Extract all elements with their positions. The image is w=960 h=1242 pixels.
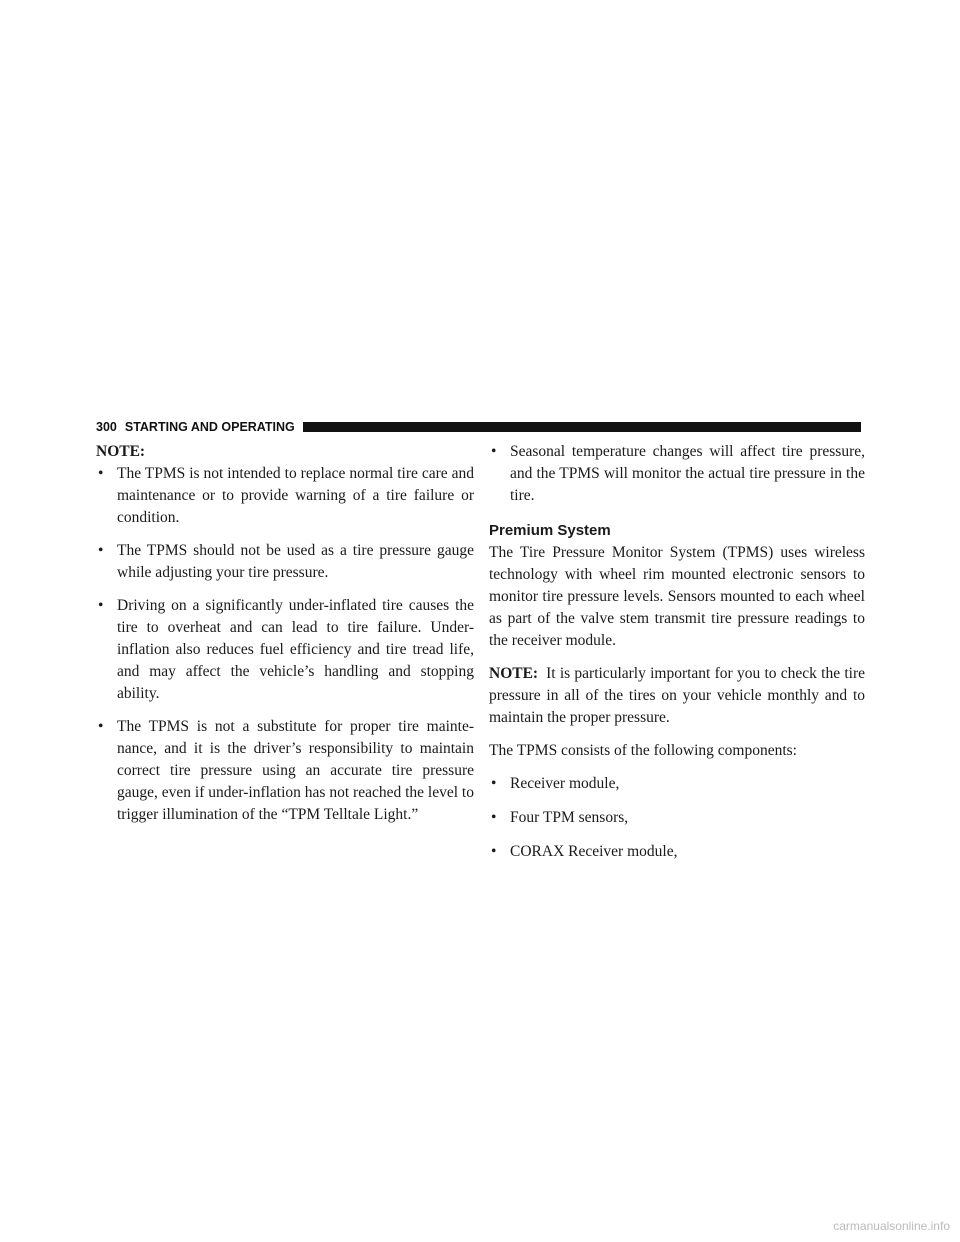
page-number: 300 <box>96 420 117 434</box>
note-bullet-list <box>96 463 474 826</box>
components-list <box>489 773 865 863</box>
components-intro: The TPMS consists of the following components: <box>489 742 797 759</box>
note-text: It is particularly important for you to check the tire pressure in all of the tires on your vehicle monthly and to maintain the proper pressure. <box>489 665 865 726</box>
list-item: • The TPMS should not be used as a tire pressure gauge while adjusting your tire pressure. <box>98 542 474 581</box>
continued-bullet-list <box>489 441 865 507</box>
section-subheading: Premium System <box>489 522 611 539</box>
bullet-icon: • <box>491 443 497 460</box>
note-paragraph <box>489 663 865 729</box>
list-item: • Driving on a significantly under-inflated tire causes the tire to overheat and can lead to tire failure. Under-inflation also reduces fuel efficiency and tire tread life, and may affect the vehicle’s handling and stopping ability. <box>98 597 474 702</box>
list-item: • Seasonal temperature changes will affect tire pressure, and the TPMS will monitor the actual tire pressure in the tire. <box>491 443 865 504</box>
right-column <box>489 441 865 875</box>
page-header <box>96 420 861 434</box>
section-title: STARTING AND OPERATING <box>124 420 295 434</box>
list-item: • The TPMS is not intended to replace normal tire care and maintenance or to provide warning of a tire failure or condition. <box>98 465 474 526</box>
bullet-icon: • <box>98 465 104 482</box>
bullet-icon: • <box>491 809 497 826</box>
list-item: • Receiver module, <box>489 773 865 795</box>
note-label: NOTE: <box>489 665 539 682</box>
bullet-icon: • <box>491 775 497 792</box>
header-rule <box>303 422 861 432</box>
left-column <box>96 441 474 837</box>
bullet-icon: • <box>98 542 104 559</box>
watermark-text: carmanualsonline.info <box>833 1219 950 1233</box>
note-heading: NOTE: <box>96 443 146 460</box>
bullet-icon: • <box>98 718 104 735</box>
body-paragraph: The Tire Pressure Monitor System (TPMS) uses wireless technology with wheel rim mounted electronic sensors to monitor tire pressure levels. Sensors mounted to each wheel as part of the valve stem transmit tire pressure readings to the receiver module. <box>489 544 865 649</box>
bullet-icon: • <box>98 597 104 614</box>
bullet-icon: • <box>491 843 497 860</box>
list-item: • CORAX Receiver module, <box>489 841 865 863</box>
list-item: • The TPMS is not a substitute for proper tire mainte-nance, and it is the driver’s responsibility to maintain correct tire pressure using an accurate tire pressure gauge, even if under-inflation has not reached the level to trigger illumination of the “TPM Telltale Light.” <box>98 718 474 823</box>
list-item: • Four TPM sensors, <box>489 807 865 829</box>
